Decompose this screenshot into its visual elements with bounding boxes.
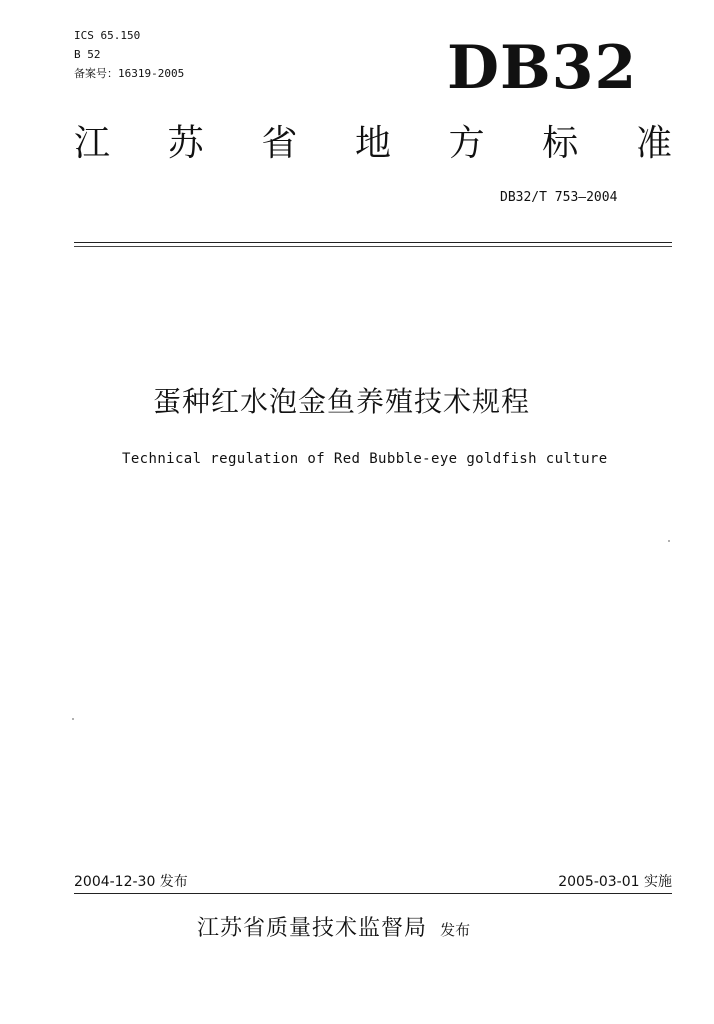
category-char: 方: [448, 123, 485, 164]
document-title-chinese: 蛋种红水泡金鱼养殖技术规程: [153, 385, 531, 418]
category-char: 江: [74, 123, 111, 164]
header-divider: [74, 246, 672, 247]
footer-divider: [74, 893, 672, 894]
implementation-date: 2005-03-01 实施: [558, 874, 672, 890]
ccs-code: B 52: [74, 48, 101, 61]
filing-number: 备案号：16319-2005: [74, 67, 185, 80]
category-char: 准: [635, 123, 672, 164]
standard-number: DB32/T 753—2004: [500, 190, 618, 205]
standard-category-title: [74, 120, 672, 168]
category-char: 苏: [167, 123, 204, 164]
db-logo: DB32: [447, 33, 638, 103]
issuer: [197, 912, 470, 947]
category-char: 标: [542, 123, 579, 164]
document-title-english: Technical regulation of Red Bubble-eye goldfish culture: [122, 451, 608, 467]
category-char: 地: [354, 123, 391, 164]
header-divider: [74, 242, 672, 243]
category-char: 省: [261, 123, 298, 164]
issue-date: 2004-12-30 发布: [74, 874, 188, 890]
scan-speck: [668, 540, 670, 542]
issuer-name: 江苏省质量技术监督局: [197, 916, 428, 941]
ics-code: ICS 65.150: [74, 29, 141, 42]
issuer-suffix: 发布: [440, 921, 471, 939]
scan-speck: [72, 718, 74, 720]
